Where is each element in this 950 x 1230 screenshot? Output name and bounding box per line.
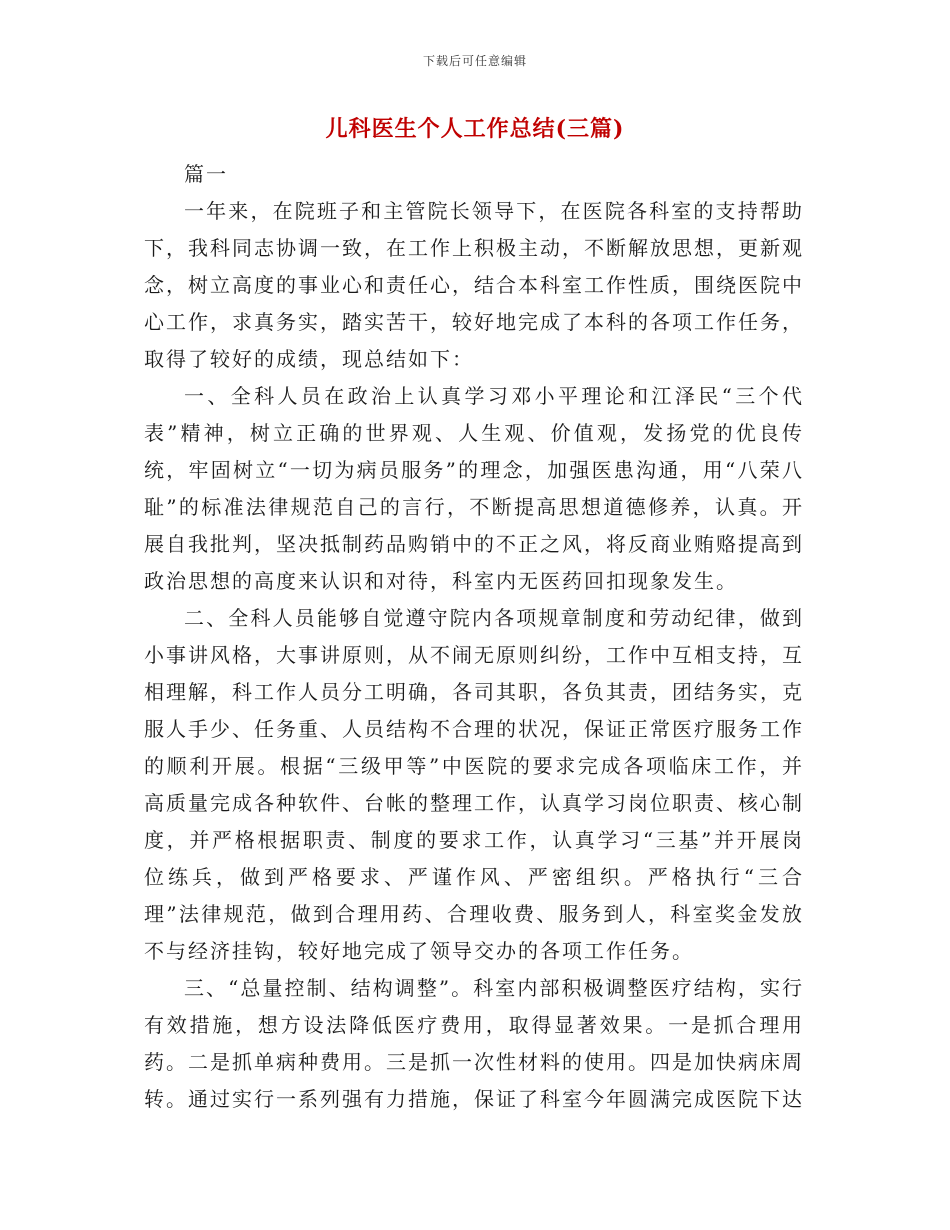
- paragraph-point-1: 一、全科人员在政治上认真学习邓小平理论和江泽民“三个代表”精神，树立正确的世界观、人生观、价值观，发扬党的优良传统，牢固树立“一切为病员服务”的理念，加强医患沟通，用“八荣八耻”的标准法律规范自己的言行，不断提高思想道德修养，认真。开展自我批判，坚决抵制药品购销中的不正之风，将反商业贿赂提高到政治思想的高度来认识和对待，科室内无医药回扣现象发生。: [144, 384, 804, 593]
- paragraph-point-3: 三、“总量控制、结构调整”。科室内部积极调整医疗结构，实行有效措施，想方设法降低医疗费用，取得显著效果。一是抓合理用药。二是抓单病种费用。三是抓一次性材料的使用。四是加快病床周转。通过实行一系列强有力措施，保证了科室今年圆满完成医院下达: [144, 976, 804, 1111]
- page-header-note: 下载后可任意编辑: [422, 54, 527, 68]
- section-label: 篇一: [184, 162, 228, 186]
- paragraph-intro: 一年来，在院班子和主管院长领导下，在医院各科室的支持帮助下，我科同志协调一致，在工作上积极主动，不断解放思想，更新观念，树立高度的事业心和责任心，结合本科室工作性质，围绕医院中心工作，求真务实，踏实苦干，较好地完成了本科的各项工作任务，取得了较好的成绩，现总结如下：: [144, 199, 804, 371]
- document-title: 儿科医生个人工作总结(三篇): [325, 116, 625, 142]
- paragraph-point-2: 二、全科人员能够自觉遵守院内各项规章制度和劳动纪律，做到小事讲风格，大事讲原则，从不闹无原则纠纷，工作中互相支持，互相理解，科工作人员分工明确，各司其职，各负其责，团结务实，克服人手少、任务重、人员结构不合理的状况，保证正常医疗服务工作的顺利开展。根据“三级甲等”中医院的要求完成各项临床工作，并高质量完成各种软件、台帐的整理工作，认真学习岗位职责、核心制度，并严格根据职责、制度的要求工作，认真学习“三基”并开展岗位练兵，做到严格要求、严谨作风、严密组织。严格执行“三合理”法律规范，做到合理用药、合理收费、服务到人，科室奖金发放不与经济挂钩，较好地完成了领导交办的各项工作任务。: [144, 606, 804, 963]
- document-body: [144, 156, 804, 1118]
